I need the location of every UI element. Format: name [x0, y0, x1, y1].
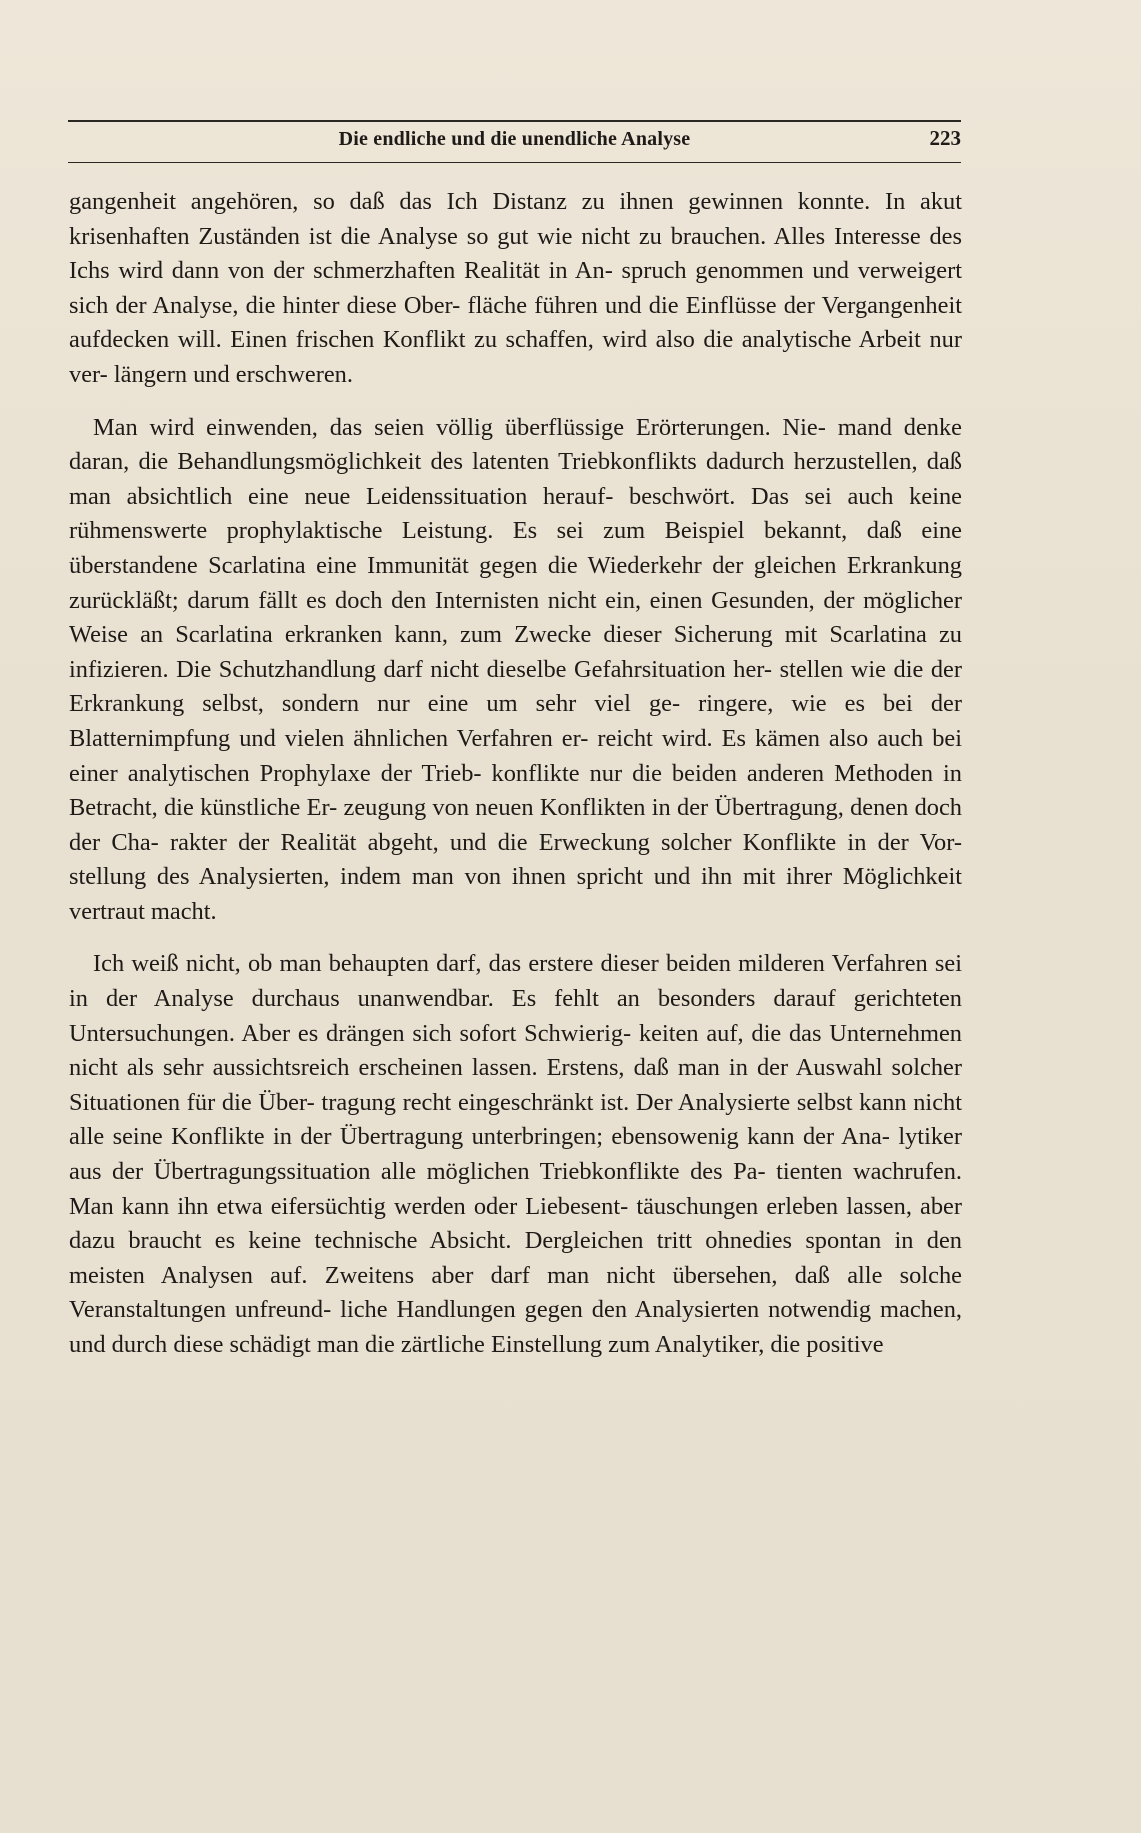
running-title: Die endliche und die unendliche Analyse — [338, 128, 691, 150]
page-header — [68, 120, 961, 166]
body-text — [69, 185, 962, 1363]
paragraph-2: Man wird einwenden, das seien völlig überflüssige Erörterungen. Nie- mand denke daran, die Behandlungsmöglichkeit des latenten Triebkonflikts dadurch herzustellen, daß man absichtlich eine neue Leidenssituation herauf- beschwört. Das sei auch keine rühmenswerte prophylaktische Leistung. Es sei zum Beispiel bekannt, daß eine überstandene Scarlatina eine Immunität gegen die Wiederkehr der gleichen Erkrankung zurückläßt; darum fällt es doch den Internisten nicht ein, einen Gesunden, der möglicher Weise an Scarlatina erkranken kann, zum Zwecke dieser Sicherung mit Scarlatina zu infizieren. Die Schutzhandlung darf nicht dieselbe Gefahrsituation her- stellen wie die der Erkrankung selbst, sondern nur eine um sehr viel ge- ringere, wie es bei der Blatternimpfung und vielen ähnlichen Verfahren er- reicht wird. Es kämen also auch bei einer analytischen Prophylaxe der Trieb- konflikte nur die beiden anderen Methoden in Betracht, die künstliche Er- zeugung von neuen Konflikten in der Übertragung, denen doch der Cha- rakter der Realität abgeht, und die Erweckung solcher Konflikte in der Vor- stellung des Analysierten, indem man von ihnen spricht und ihn mit ihrer Möglichkeit vertraut macht. — [69, 413, 962, 925]
page-number: 223 — [929, 126, 961, 150]
header-rule-top — [68, 120, 961, 122]
paragraph-1: gangenheit angehören, so daß das Ich Distanz zu ihnen gewinnen konnte. In akut krisenhaften Zuständen ist die Analyse so gut wie nicht zu brauchen. Alles Interesse des Ichs wird dann von der schmerzhaften Realität in An- spruch genommen und verweigert sich der Analyse, die hinter diese Ober- fläche führen und die Einflüsse der Vergangenheit aufdecken will. Einen frischen Konflikt zu schaffen, wird also die analytische Arbeit nur ver- längern und erschweren. — [69, 188, 962, 388]
paragraph-3: Ich weiß nicht, ob man behaupten darf, das erstere dieser beiden milderen Verfahren sei in der Analyse durchaus unanwendbar. Es fehlt an besonders darauf gerichteten Untersuchungen. Aber es drängen sich sofort Schwierig- keiten auf, die das Unternehmen nicht als sehr aussichtsreich erscheinen lassen. Erstens, daß man in der Auswahl solcher Situationen für die Über- tragung recht eingeschränkt ist. Der Analysierte selbst kann nicht alle seine Konflikte in der Übertragung unterbringen; ebensowenig kann der Ana- lytiker aus der Übertragungssituation alle möglichen Triebkonflikte des Pa- tienten wachrufen. Man kann ihn etwa eifersüchtig werden oder Liebesent- täuschungen erleben lassen, aber dazu braucht es keine technische Absicht. Dergleichen tritt ohnedies spontan in den meisten Analysen auf. Zweitens aber darf man nicht übersehen, daß alle solche Veranstaltungen unfreund- liche Handlungen gegen den Analysierten notwendig machen, und durch diese schädigt man die zärtliche Einstellung zum Analytiker, die positive — [69, 950, 962, 1358]
header-rule-bottom — [68, 162, 961, 163]
